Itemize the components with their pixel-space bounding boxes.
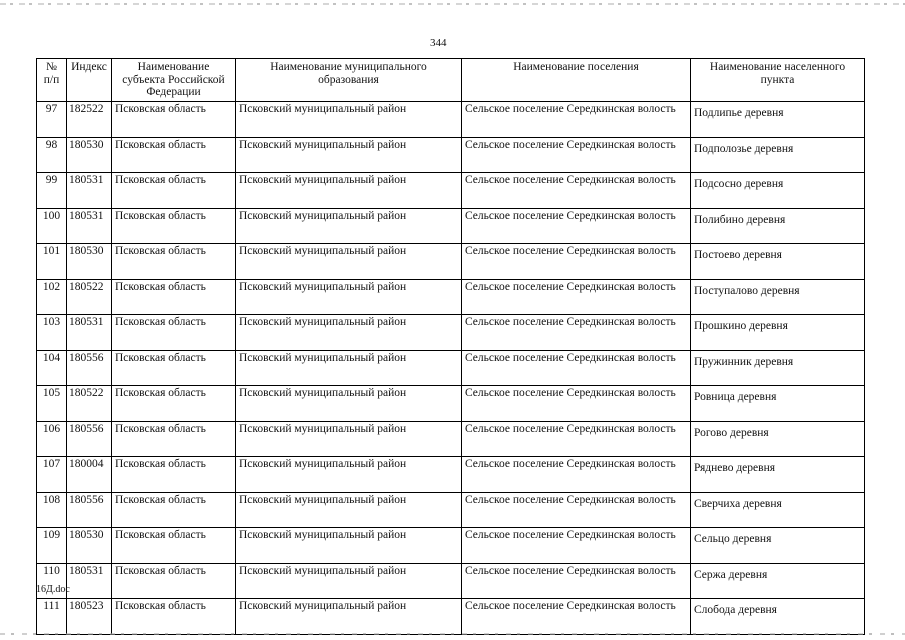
cell-locality: Ряднево деревня [691,457,865,493]
header-municipal: Наименование муниципального образования [236,59,462,102]
cell-locality: Сержа деревня [691,563,865,599]
cell-locality: Рогово деревня [691,421,865,457]
cell-num: 104 [37,350,67,386]
cell-municipal: Псковский муниципальный район [236,350,462,386]
cell-locality: Прошкино деревня [691,315,865,351]
cell-settlement: Сельское поселение Середкинская волость [462,279,691,315]
cell-locality: Поступалово деревня [691,279,865,315]
table-row [37,208,865,244]
page-number: 344 [430,37,447,49]
table-row [37,244,865,280]
table-row [37,102,865,138]
cell-index: 180004 [67,457,112,493]
cell-subject: Псковская область [112,457,236,493]
cell-index: 180522 [67,386,112,422]
cell-settlement: Сельское поселение Середкинская волость [462,457,691,493]
cell-settlement: Сельское поселение Середкинская волость [462,386,691,422]
cell-municipal: Псковский муниципальный район [236,315,462,351]
cell-subject: Псковская область [112,173,236,209]
cell-index: 180530 [67,244,112,280]
cell-index: 180556 [67,492,112,528]
table-row [37,279,865,315]
table-row [37,492,865,528]
cell-num: 105 [37,386,67,422]
cell-subject: Псковская область [112,492,236,528]
cell-locality: Ровница деревня [691,386,865,422]
cell-locality: Постоево деревня [691,244,865,280]
scan-artifact-top [0,3,905,5]
cell-municipal: Псковский муниципальный район [236,102,462,138]
cell-num: 99 [37,173,67,209]
cell-subject: Псковская область [112,386,236,422]
cell-municipal: Псковский муниципальный район [236,421,462,457]
cell-num: 102 [37,279,67,315]
cell-num: 109 [37,528,67,564]
cell-num: 106 [37,421,67,457]
cell-settlement: Сельское поселение Середкинская волость [462,563,691,599]
cell-settlement: Сельское поселение Середкинская волость [462,421,691,457]
cell-num: 100 [37,208,67,244]
cell-municipal: Псковский муниципальный район [236,457,462,493]
cell-settlement: Сельское поселение Середкинская волость [462,137,691,173]
cell-settlement: Сельское поселение Середкинская волость [462,102,691,138]
header-index: Индекс [67,59,112,102]
cell-subject: Псковская область [112,137,236,173]
cell-municipal: Псковский муниципальный район [236,173,462,209]
table-row [37,386,865,422]
table-row [37,599,865,635]
cell-index: 180531 [67,315,112,351]
cell-locality: Пружинник деревня [691,350,865,386]
cell-locality: Сверчиха деревня [691,492,865,528]
footer-filename: 16Д.doc [36,584,70,595]
cell-locality: Подполозье деревня [691,137,865,173]
cell-index: 180531 [67,173,112,209]
header-num: № п/п [37,59,67,102]
cell-settlement: Сельское поселение Середкинская волость [462,599,691,635]
cell-index: 180522 [67,279,112,315]
cell-subject: Псковская область [112,279,236,315]
cell-subject: Псковская область [112,315,236,351]
cell-index: 180523 [67,599,112,635]
cell-locality: Подлипье деревня [691,102,865,138]
cell-num: 97 [37,102,67,138]
cell-settlement: Сельское поселение Середкинская волость [462,244,691,280]
cell-municipal: Псковский муниципальный район [236,492,462,528]
table-row [37,137,865,173]
cell-locality: Полибино деревня [691,208,865,244]
cell-index: 180531 [67,208,112,244]
cell-municipal: Псковский муниципальный район [236,208,462,244]
cell-municipal: Псковский муниципальный район [236,279,462,315]
cell-num: 101 [37,244,67,280]
cell-subject: Псковская область [112,208,236,244]
cell-settlement: Сельское поселение Середкинская волость [462,528,691,564]
header-settlement: Наименование поселения [462,59,691,102]
cell-municipal: Псковский муниципальный район [236,137,462,173]
cell-settlement: Сельское поселение Середкинская волость [462,350,691,386]
cell-index: 182522 [67,102,112,138]
cell-index: 180556 [67,421,112,457]
cell-municipal: Псковский муниципальный район [236,244,462,280]
cell-num: 107 [37,457,67,493]
scan-artifact-bottom [0,633,905,635]
cell-municipal: Псковский муниципальный район [236,599,462,635]
cell-index: 180530 [67,137,112,173]
cell-index: 180530 [67,528,112,564]
table-header [37,59,865,102]
cell-municipal: Псковский муниципальный район [236,528,462,564]
cell-subject: Псковская область [112,528,236,564]
cell-index: 180556 [67,350,112,386]
cell-subject: Псковская область [112,599,236,635]
table-row [37,173,865,209]
cell-index: 180531 [67,563,112,599]
cell-settlement: Сельское поселение Середкинская волость [462,315,691,351]
cell-subject: Псковская область [112,244,236,280]
cell-num: 110 [37,563,67,599]
cell-settlement: Сельское поселение Середкинская волость [462,492,691,528]
cell-locality: Сельцо деревня [691,528,865,564]
cell-settlement: Сельское поселение Середкинская волость [462,208,691,244]
header-subject: Наименование субъекта Российской Федерации [112,59,236,102]
table-row [37,350,865,386]
cell-subject: Псковская область [112,563,236,599]
table-row [37,315,865,351]
cell-num: 108 [37,492,67,528]
header-row [37,59,865,102]
table-body [37,102,865,635]
cell-settlement: Сельское поселение Середкинская волость [462,173,691,209]
cell-locality: Подсосно деревня [691,173,865,209]
table-row [37,457,865,493]
cell-municipal: Псковский муниципальный район [236,563,462,599]
cell-subject: Псковская область [112,350,236,386]
table-row [37,421,865,457]
cell-municipal: Псковский муниципальный район [236,386,462,422]
cell-locality: Слобода деревня [691,599,865,635]
cell-num: 111 [37,599,67,635]
table-row [37,528,865,564]
cell-subject: Псковская область [112,102,236,138]
cell-num: 103 [37,315,67,351]
cell-num: 98 [37,137,67,173]
cell-subject: Псковская область [112,421,236,457]
table-row [37,563,865,599]
header-locality: Наименование населенного пункта [691,59,865,102]
locality-table [36,58,865,635]
